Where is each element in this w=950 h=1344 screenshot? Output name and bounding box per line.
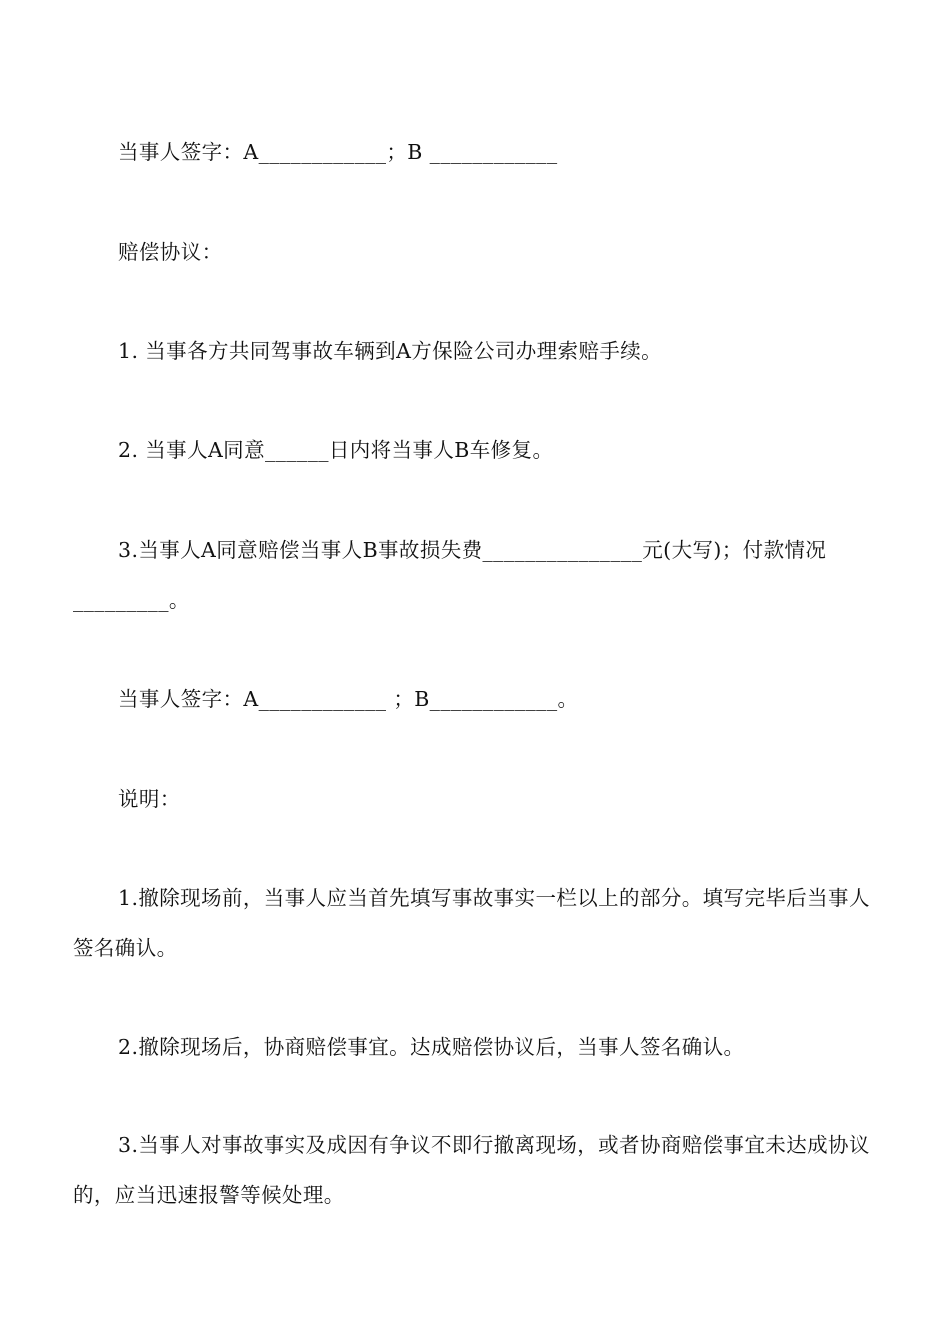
agreement-item-3: 3.当事人A同意赔偿当事人B事故损失费_______________元(大写)；付款情况_________。 bbox=[73, 538, 827, 612]
agreement-item-1: 1. 当事各方共同驾事故车辆到A方保险公司办理索赔手续。 bbox=[118, 339, 663, 363]
note-item-1: 1.撤除现场前，当事人应当首先填写事故事实一栏以上的部分。填写完毕后当事人签名确认。 bbox=[73, 886, 870, 960]
section-heading-agreement: 赔偿协议： bbox=[118, 240, 223, 264]
signature-line-bottom: 当事人签字：A____________ ；B____________。 bbox=[118, 687, 579, 711]
note-item-3: 3.当事人对事故事实及成因有争议不即行撤离现场，或者协商赔偿事宜未达成协议的，应当迅速报警等候处理。 bbox=[73, 1133, 870, 1207]
agreement-item-2: 2. 当事人A同意______日内将当事人B车修复。 bbox=[118, 438, 554, 462]
note-item-2: 2.撤除现场后，协商赔偿事宜。达成赔偿协议后，当事人签名确认。 bbox=[118, 1035, 745, 1059]
signature-line-top: 当事人签字：A____________；B ____________ bbox=[118, 140, 558, 164]
section-heading-notes: 说明： bbox=[118, 787, 181, 811]
